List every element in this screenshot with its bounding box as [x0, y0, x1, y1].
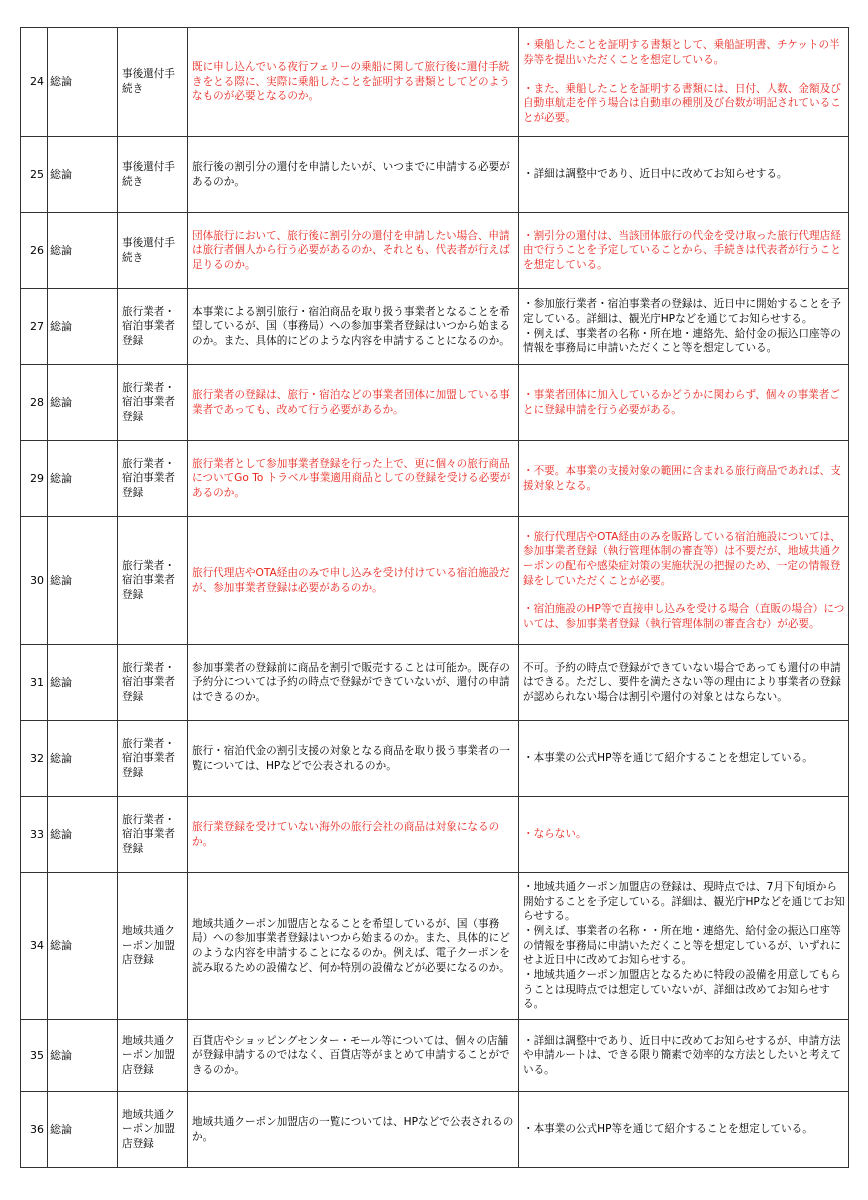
row-category: 総論: [48, 28, 118, 137]
table-row: [21, 797, 849, 873]
table-row: [21, 365, 849, 441]
row-number: 26: [21, 213, 48, 289]
answer-line: ・乗船したことを証明する書類として、乗船証明書、チケットの半券等を提出いただくことを想定している。: [523, 39, 840, 67]
row-number: 32: [21, 721, 48, 797]
answer-line: [523, 68, 845, 82]
answer-line: ・割引分の還付は、当該団体旅行の代金を受け取った旅行代理店経由で行うことを予定していることから、手続きは代表者が行うことを想定している。: [523, 229, 841, 271]
row-question: 地域共通クーポン加盟店の一覧については、HPなどで公表されるのか。: [188, 1092, 519, 1168]
row-subcategory: 旅行業者・宿泊事業者登録: [118, 721, 188, 797]
row-question: 旅行後の割引分の還付を申請したいが、いつまでに申請する必要があるのか。: [188, 137, 519, 213]
table-row: [21, 28, 849, 137]
answer-line: ・参加旅行業者・宿泊事業者の登録は、近日中に開始することを予定している。詳細は、観光庁HPなどを通じてお知らせする。: [523, 298, 841, 325]
row-answer: [519, 873, 849, 1020]
row-question: 旅行代理店やOTA経由のみで申し込みを受け付けている宿泊施設だが、参加事業者登録は必要があるのか。: [188, 517, 519, 645]
row-subcategory: 旅行業者・宿泊事業者登録: [118, 645, 188, 721]
answer-line: ・例えば、事業者の名称・所在地・連絡先、給付金の振込口座等の情報を事務局に申請いただくこと等を想定している。: [523, 327, 841, 355]
row-answer: [519, 289, 849, 365]
row-answer: [519, 28, 849, 137]
row-answer: [519, 645, 849, 721]
table-row: [21, 645, 849, 721]
table-row: [21, 441, 849, 517]
row-question: 旅行・宿泊代金の割引支援の対象となる商品を取り扱う事業者の一覧については、HPなどで公表されるのか。: [188, 721, 519, 797]
row-subcategory: 事後還付手続き: [118, 28, 188, 137]
table-row: [21, 289, 849, 365]
table-row: [21, 721, 849, 797]
row-number: 36: [21, 1092, 48, 1168]
row-answer: [519, 1092, 849, 1168]
row-number: 29: [21, 441, 48, 517]
row-category: 総論: [48, 289, 118, 365]
table-row: [21, 873, 849, 1020]
answer-line: ・ならない。: [523, 828, 587, 841]
row-answer: [519, 517, 849, 645]
answer-line: ・詳細は調整中であり、近日中に改めてお知らせするが、申請方法や申請ルートは、できる限り簡素で効率的な方法としたいと考えている。: [523, 1034, 841, 1076]
row-number: 24: [21, 28, 48, 137]
row-subcategory: 旅行業者・宿泊事業者登録: [118, 289, 188, 365]
answer-line: ・また、乗船したことを証明する書類には、日付、人数、金額及び自動車航走を伴う場合は自動車の種別及び台数が明記されていることが必要。: [523, 82, 841, 124]
row-number: 25: [21, 137, 48, 213]
row-category: 総論: [48, 797, 118, 873]
row-question: 地域共通クーポン加盟店となることを希望しているが、国（事務局）への参加事業者登録はいつから始まるのか。また、具体的にどのような内容を申請することになるのか。例えば、電子クーポンを読み取るための設備など、何か特別の設備などが必要になるのか。: [188, 873, 519, 1020]
table-row: [21, 137, 849, 213]
row-subcategory: 事後還付手続き: [118, 137, 188, 213]
row-question: 本事業による割引旅行・宿泊商品を取り扱う事業者となることを希望しているが、国（事務局）への参加事業者登録はいつから始まるのか。また、具体的にどのような内容を申請することになるのか。: [188, 289, 519, 365]
row-question: 既に申し込んでいる夜行フェリーの乗船に関して旅行後に還付手続きをとる際に、実際に乗船したことを証明する書類としてどのようなものが必要となるのか。: [188, 28, 519, 137]
row-answer: [519, 797, 849, 873]
row-question: 旅行業者の登録は、旅行・宿泊などの事業者団体に加盟している事業者であっても、改めて行う必要があるか。: [188, 365, 519, 441]
row-category: 総論: [48, 645, 118, 721]
row-subcategory: 旅行業者・宿泊事業者登録: [118, 517, 188, 645]
answer-line: ・地域共通クーポン加盟店となるために特段の設備を用意してもらうことは現時点では想定していないが、詳細は改めてお知らせする。: [523, 968, 841, 1011]
answer-line: ・旅行代理店やOTA経由のみを販路している宿泊施設については、参加事業者登録（執行管理体制の審査等）は不要だが、地域共通クーポンの配布や感染症対策の実施状況の把握のため、一定の情報登録をしていただくことが必要。: [523, 530, 841, 587]
row-answer: [519, 365, 849, 441]
row-answer: [519, 213, 849, 289]
row-category: 総論: [48, 365, 118, 441]
row-subcategory: 事後還付手続き: [118, 213, 188, 289]
faq-table-body: [21, 28, 849, 1168]
row-number: 35: [21, 1020, 48, 1092]
row-question: 旅行業者として参加事業者登録を行った上で、更に個々の旅行商品についてGo To トラベル事業適用商品としての登録を受ける必要があるのか。: [188, 441, 519, 517]
row-category: 総論: [48, 1020, 118, 1092]
table-row: [21, 1020, 849, 1092]
row-number: 31: [21, 645, 48, 721]
table-row: [21, 1092, 849, 1168]
row-number: 34: [21, 873, 48, 1020]
row-category: 総論: [48, 441, 118, 517]
row-subcategory: 旅行業者・宿泊事業者登録: [118, 797, 188, 873]
answer-line: ・不要。本事業の支援対象の範囲に含まれる旅行商品であれば、支援対象となる。: [523, 464, 841, 492]
row-subcategory: 地域共通クーポン加盟店登録: [118, 1092, 188, 1168]
row-number: 27: [21, 289, 48, 365]
row-category: 総論: [48, 721, 118, 797]
row-number: 30: [21, 517, 48, 645]
row-category: 総論: [48, 137, 118, 213]
table-row: [21, 517, 849, 645]
row-answer: [519, 1020, 849, 1092]
row-subcategory: 地域共通クーポン加盟店登録: [118, 1020, 188, 1092]
faq-table: [20, 27, 849, 1168]
answer-line: ・本事業の公式HP等を通じて紹介することを想定している。: [523, 1123, 813, 1136]
answer-line: ・宿泊施設のHP等で直接申し込みを受ける場合（直販の場合）については、参加事業者登録（執行管理体制の審査含む）が必要。: [523, 603, 845, 630]
row-category: 総論: [48, 517, 118, 645]
answer-line: ・詳細は調整中であり、近日中に改めてお知らせする。: [523, 168, 788, 181]
row-question: 旅行業登録を受けていない海外の旅行会社の商品は対象になるのか。: [188, 797, 519, 873]
answer-line: ・事業者団体に加入しているかどうかに関わらず、個々の事業者ごとに登録申請を行う必要がある。: [523, 388, 840, 416]
row-question: 参加事業者の登録前に商品を割引で販売することは可能か。既存の予約分については予約の時点で登録ができていないが、還付の申請はできるのか。: [188, 645, 519, 721]
row-category: 総論: [48, 1092, 118, 1168]
row-number: 33: [21, 797, 48, 873]
row-category: 総論: [48, 873, 118, 1020]
answer-line: ・例えば、事業者の名称・・所在地・連絡先、給付金の振込口座等の情報を事務局に申請いただくこと等を想定しているが、いずれにせよ近日中に改めてお知らせする。: [523, 925, 841, 967]
row-subcategory: 地域共通クーポン加盟店登録: [118, 873, 188, 1020]
answer-line: 不可。予約の時点で登録ができていない場合であっても還付の申請はできる。ただし、要件を満たさない等の理由により事業者の登録が認められない場合は割引や還付の対象とはならない。: [523, 661, 841, 703]
row-answer: [519, 137, 849, 213]
row-answer: [519, 721, 849, 797]
row-category: 総論: [48, 213, 118, 289]
answer-line: ・地域共通クーポン加盟店の登録は、現時点では、7月下旬頃から開始することを予定している。詳細は、観光庁HPなどを通じてお知らせする。: [523, 881, 845, 923]
row-question: 団体旅行において、旅行後に割引分の還付を申請したい場合、申請は旅行者個人から行う必要があるのか、それとも、代表者が行えば足りるのか。: [188, 213, 519, 289]
table-row: [21, 213, 849, 289]
row-number: 28: [21, 365, 48, 441]
row-answer: [519, 441, 849, 517]
answer-line: ・本事業の公式HP等を通じて紹介することを想定している。: [523, 752, 813, 765]
row-subcategory: 旅行業者・宿泊事業者登録: [118, 441, 188, 517]
row-subcategory: 旅行業者・宿泊事業者登録: [118, 365, 188, 441]
row-question: 百貨店やショッピングセンター・モール等については、個々の店舗が登録申請するのではなく、百貨店等がまとめて申請することができるのか。: [188, 1020, 519, 1092]
answer-line: [523, 588, 845, 602]
